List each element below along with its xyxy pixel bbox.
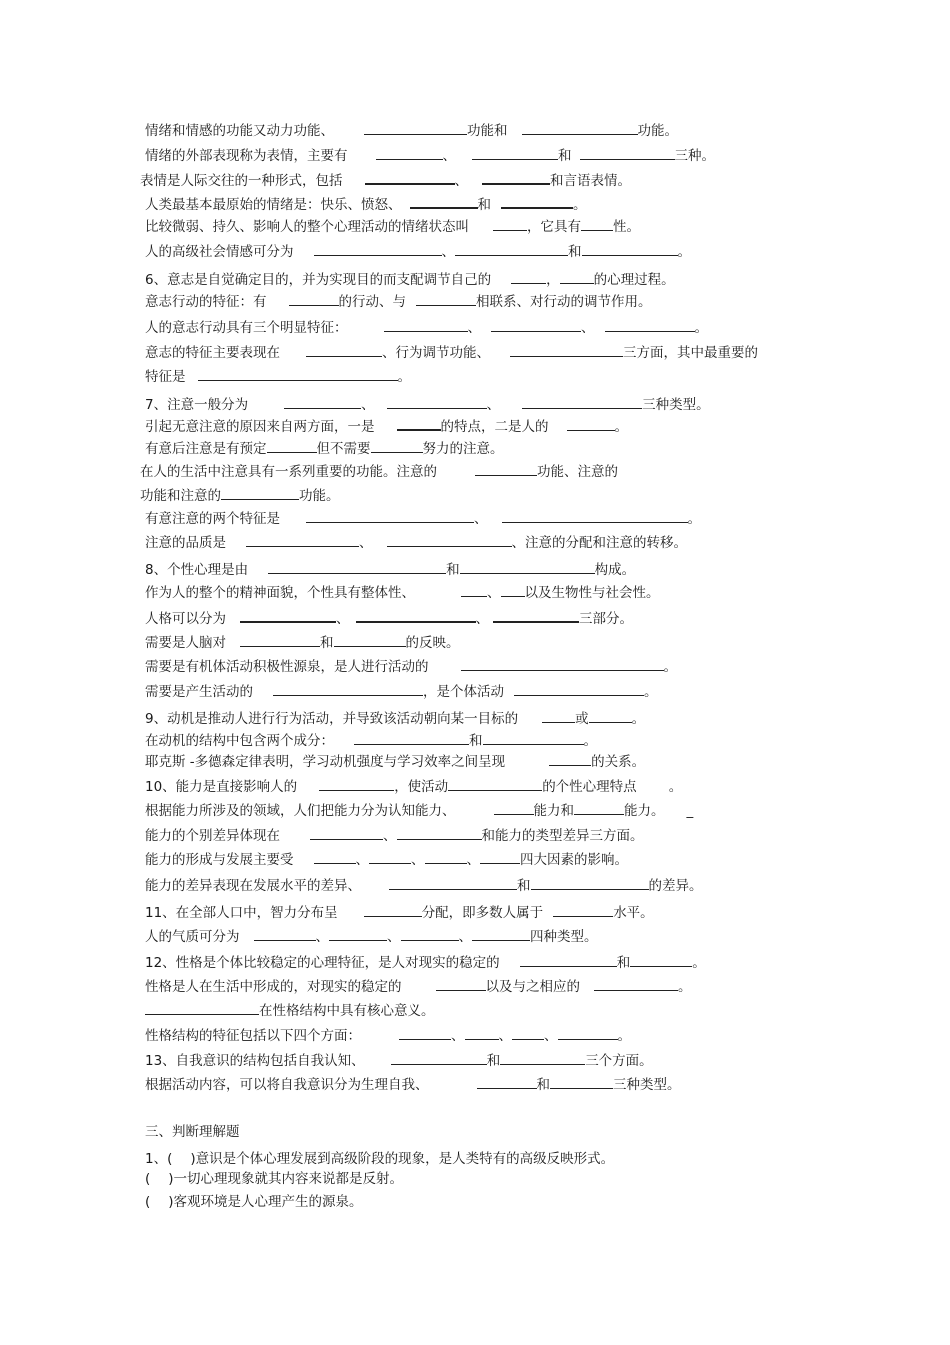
answer-blank[interactable]: [334, 633, 406, 647]
answer-blank[interactable]: [284, 395, 361, 409]
answer-blank[interactable]: [221, 486, 299, 500]
text-segment: 分配，即多数人属于: [421, 905, 544, 921]
text-segment: 构成。: [594, 562, 636, 578]
text-segment: 能力的个别差异体现在: [145, 828, 280, 844]
answer-blank[interactable]: [198, 367, 398, 381]
text-segment: 四大因素的影响。: [520, 852, 628, 868]
text-segment: 的差异。: [648, 878, 703, 894]
text-segment: 8、个性心理是由: [145, 562, 249, 578]
answer-blank[interactable]: [310, 826, 383, 840]
text-segment: 10、能力是直接影响人的: [145, 779, 298, 795]
answer-blank[interactable]: [329, 927, 387, 941]
text-segment: 作为人的整个的精神面貌，个性具有整体性、: [145, 585, 415, 601]
text-segment: 。: [583, 733, 597, 749]
answer-blank[interactable]: [558, 1026, 618, 1040]
text-segment: 引起无意注意的原因来自两方面，一是: [145, 419, 375, 435]
text-segment: 根据能力所涉及的领域，人们把能力分为认知能力、: [145, 803, 456, 819]
text-line: [145, 121, 678, 139]
answer-blank[interactable]: [511, 270, 546, 284]
text-segment: 意志行动的特征：有: [145, 294, 267, 310]
text-line: [145, 752, 645, 770]
text-segment: 、: [544, 1028, 558, 1044]
text-line: [145, 146, 715, 164]
text-line: [145, 1001, 435, 1019]
text-segment: 和: [469, 733, 483, 749]
text-segment: 、: [467, 320, 481, 336]
text-segment: _: [686, 803, 694, 819]
text-segment: 、: [454, 173, 468, 189]
text-segment: 。: [687, 511, 701, 527]
text-segment: 三种类型。: [613, 1077, 681, 1093]
text-segment: 11、在全部人口中，智力分布呈: [145, 905, 338, 921]
text-segment: 功能。: [299, 488, 340, 504]
text-segment: 人格可以分为: [145, 611, 226, 627]
text-segment: 需要是产生活动的: [145, 684, 253, 700]
text-line: [145, 801, 693, 819]
text-segment: 、: [442, 148, 456, 164]
text-segment: 。: [573, 197, 587, 213]
answer-blank[interactable]: [510, 343, 623, 357]
text-segment: 的行动、与: [338, 294, 406, 310]
answer-blank[interactable]: [520, 953, 617, 967]
answer-blank[interactable]: [401, 927, 459, 941]
text-segment: 、: [487, 585, 501, 601]
text-segment: 和: [517, 878, 531, 894]
answer-blank[interactable]: [145, 1001, 259, 1015]
text-segment: 和: [616, 955, 631, 971]
text-segment: 有意注意的两个特征是: [145, 511, 280, 527]
answer-blank[interactable]: [553, 903, 613, 917]
text-segment: 需要是有机体活动积极性源泉，是人进行活动的: [145, 659, 429, 675]
answer-blank[interactable]: [465, 1026, 499, 1040]
answer-blank[interactable]: [314, 850, 356, 864]
text-segment: 四种类型。: [530, 929, 598, 945]
text-segment: 、: [581, 320, 595, 336]
text-segment: 、行为调节功能、: [382, 345, 490, 361]
text-line: [140, 170, 631, 189]
text-segment: 、: [361, 397, 375, 413]
text-segment: 和能力的类型差异三方面。: [481, 828, 644, 844]
text-segment: 三方面，其中最重要的: [623, 345, 758, 361]
text-segment: 12、性格是个体比较稳定的心理特征，是人对现实的稳定的: [145, 955, 500, 971]
text-line: [145, 1194, 363, 1210]
text-segment: 、: [486, 397, 501, 413]
answer-blank[interactable]: [356, 608, 476, 623]
text-segment: 、: [383, 828, 397, 844]
text-segment: 的个性心理特点: [542, 779, 637, 795]
answer-blank[interactable]: [371, 439, 423, 453]
answer-blank[interactable]: [319, 777, 394, 791]
text-line: [145, 560, 635, 578]
text-segment: ，使活动: [394, 779, 449, 795]
text-segment: 、: [441, 244, 455, 260]
text-segment: 7、注意一般分为: [145, 397, 249, 413]
text-line: [145, 876, 703, 894]
answer-blank[interactable]: [494, 801, 534, 815]
text-segment: 三、判断理解题: [145, 1124, 240, 1140]
text-segment: 功能和注意的: [140, 488, 221, 504]
answer-blank[interactable]: [522, 395, 642, 409]
answer-blank[interactable]: [364, 121, 467, 135]
answer-blank[interactable]: [472, 927, 530, 941]
text-line: [145, 826, 644, 844]
text-line: [145, 270, 675, 288]
answer-blank[interactable]: [480, 850, 520, 864]
answer-blank[interactable]: [376, 146, 443, 160]
answer-blank[interactable]: [425, 850, 467, 864]
text-segment: 和: [558, 148, 572, 164]
text-line: [145, 633, 460, 651]
text-segment: 和言语表情。: [550, 173, 631, 189]
text-segment: 、: [458, 929, 472, 945]
answer-blank[interactable]: [550, 1075, 613, 1089]
text-line: [145, 903, 654, 921]
text-line: [145, 1026, 631, 1044]
answer-blank[interactable]: [531, 876, 649, 890]
answer-blank[interactable]: [589, 709, 632, 723]
text-segment: 、: [474, 511, 488, 527]
text-segment: 。: [678, 979, 692, 995]
text-segment: 1、(: [145, 1151, 173, 1167]
answer-blank[interactable]: [399, 1026, 451, 1040]
text-line: [145, 1124, 240, 1140]
text-segment: 的心理过程。: [593, 272, 675, 288]
text-segment: 能力的差异表现在发展水平的差异、: [145, 878, 361, 894]
text-segment: )意识是个体心理发展到高级阶段的现象，是人类特有的高级反映形式。: [190, 1151, 615, 1167]
answer-blank[interactable]: [369, 850, 411, 864]
text-segment: 人的意志行动具有三个明显特征：: [145, 320, 348, 336]
answer-blank[interactable]: [436, 977, 486, 991]
text-segment: 、: [451, 1028, 465, 1044]
text-segment: 能力和: [533, 803, 574, 819]
text-segment: 、: [411, 852, 425, 868]
answer-blank[interactable]: [500, 1051, 585, 1065]
answer-blank[interactable]: [306, 343, 382, 357]
text-segment: 在动机的结构中包含两个成分：: [145, 733, 334, 749]
answer-blank[interactable]: [501, 194, 573, 209]
text-segment: 人的高级社会情感可分为: [145, 244, 294, 260]
text-line: [145, 777, 682, 795]
text-segment: 、: [498, 1028, 512, 1044]
answer-blank[interactable]: [542, 709, 575, 723]
text-line: [145, 583, 660, 601]
text-line: [145, 1171, 403, 1187]
text-line: [140, 462, 618, 480]
text-segment: 、: [315, 929, 329, 945]
text-segment: ，它具有: [527, 219, 581, 235]
answer-blank[interactable]: [574, 801, 624, 815]
text-segment: 功能和: [467, 123, 508, 139]
text-segment: 、: [359, 535, 373, 551]
answer-blank[interactable]: [567, 417, 615, 431]
answer-blank[interactable]: [306, 509, 474, 523]
answer-blank[interactable]: [491, 318, 581, 332]
answer-blank[interactable]: [273, 682, 423, 696]
text-line: [145, 367, 411, 385]
answer-blank[interactable]: [512, 1026, 544, 1040]
text-segment: 三部分。: [579, 611, 633, 627]
text-segment: 、注意的分配和注意的转移。: [511, 535, 687, 551]
text-segment: 、: [475, 611, 489, 627]
answer-blank[interactable]: [502, 509, 688, 523]
text-segment: 三种。: [674, 148, 715, 164]
text-segment: 、: [387, 929, 401, 945]
answer-blank[interactable]: [254, 927, 316, 941]
text-segment: 13、自我意识的结构包括自我认知、: [145, 1053, 365, 1069]
text-segment: 意志的特征主要表现在: [145, 345, 280, 361]
text-segment: 人类最基本最原始的情绪是：快乐、愤怒、: [145, 197, 402, 213]
text-segment: 相联系、对行动的调节作用。: [476, 294, 652, 310]
text-segment: 、: [466, 852, 480, 868]
text-segment: 情绪的外部表现称为表情，主要有: [145, 148, 348, 164]
text-line: [145, 292, 652, 310]
text-line: [145, 395, 710, 413]
text-line: [145, 731, 597, 749]
answer-blank[interactable]: [461, 583, 487, 597]
text-line: [145, 608, 633, 627]
text-segment: 性格是人在生活中形成的，对现实的稳定的: [145, 979, 402, 995]
answer-blank[interactable]: [501, 583, 525, 597]
text-line: [145, 953, 706, 971]
text-segment: 水平。: [613, 905, 654, 921]
text-segment: 和: [320, 635, 334, 651]
text-segment: 和: [568, 244, 582, 260]
text-segment: 。: [614, 419, 628, 435]
answer-blank[interactable]: [630, 953, 692, 967]
text-segment: 性格结构的特征包括以下四个方面：: [145, 1028, 361, 1044]
answer-blank[interactable]: [240, 608, 336, 623]
text-segment: 。: [694, 320, 708, 336]
answer-blank[interactable]: [560, 270, 594, 284]
text-line: [145, 927, 598, 945]
answer-blank[interactable]: [314, 242, 442, 256]
answer-blank[interactable]: [397, 826, 482, 840]
text-line: [145, 533, 687, 551]
text-segment: (: [145, 1171, 151, 1187]
answer-blank[interactable]: [482, 170, 550, 185]
text-segment: (: [145, 1194, 151, 1210]
text-line: [145, 850, 628, 868]
text-line: [145, 1151, 614, 1167]
text-segment: 、: [355, 852, 369, 868]
text-segment: 。: [644, 684, 658, 700]
text-segment: 三种类型。: [642, 397, 710, 413]
text-segment: 和: [477, 197, 491, 213]
text-segment: 以及生物性与社会性。: [524, 585, 660, 601]
answer-blank[interactable]: [475, 462, 537, 476]
text-segment: 。: [617, 1028, 631, 1044]
text-line: [145, 416, 628, 435]
answer-blank[interactable]: [365, 170, 455, 185]
text-line: [145, 318, 708, 336]
answer-blank[interactable]: [387, 533, 512, 547]
text-segment: 9、动机是推动人进行行为活动，并导致该活动朝向某一目标的: [145, 711, 519, 727]
text-segment: 。: [631, 711, 646, 727]
text-segment: )客观环境是人心理产生的源泉。: [168, 1194, 363, 1210]
text-segment: 但不需要: [316, 441, 371, 457]
text-segment: ，是个体活动: [423, 684, 504, 700]
text-segment: 功能。: [637, 123, 678, 139]
text-segment: )一切心理现象就其内容来说都是反射。: [168, 1171, 404, 1187]
answer-blank[interactable]: [594, 977, 678, 991]
text-segment: 和: [486, 1053, 501, 1069]
text-segment: 。: [692, 955, 706, 971]
answer-blank[interactable]: [605, 318, 695, 332]
text-line: [145, 977, 692, 995]
answer-blank[interactable]: [581, 217, 613, 231]
answer-blank[interactable]: [289, 292, 339, 306]
text-segment: 和: [536, 1077, 550, 1093]
answer-blank[interactable]: [582, 242, 678, 256]
text-segment: 耶克斯 -多德森定律表明，学习动机强度与学习效率之间呈现: [145, 754, 506, 770]
text-segment: 性。: [613, 219, 640, 235]
text-line: [140, 486, 340, 504]
text-line: [145, 242, 691, 260]
answer-blank[interactable]: [391, 1051, 487, 1065]
answer-blank[interactable]: [472, 146, 558, 160]
answer-blank[interactable]: [493, 608, 579, 623]
answer-blank[interactable]: [397, 416, 441, 431]
answer-blank[interactable]: [549, 752, 591, 766]
answer-blank[interactable]: [387, 395, 487, 409]
text-segment: 的反映。: [405, 635, 460, 651]
text-line: [145, 709, 645, 727]
answer-blank[interactable]: [522, 121, 638, 135]
text-segment: 比较微弱、持久、影响人的整个心理活动的情绪状态叫: [145, 219, 469, 235]
text-line: [145, 1075, 681, 1093]
answer-blank[interactable]: [514, 682, 644, 696]
text-segment: 功能、注意的: [537, 464, 618, 480]
text-line: [145, 509, 701, 527]
answer-blank[interactable]: [483, 731, 584, 745]
answer-blank[interactable]: [455, 242, 568, 256]
text-segment: 和: [446, 562, 460, 578]
text-segment: 或: [575, 711, 589, 727]
text-line: [145, 657, 677, 675]
text-line: [145, 194, 587, 213]
text-segment: 。: [397, 369, 411, 385]
answer-blank[interactable]: [416, 292, 476, 306]
text-segment: 能力。: [624, 803, 665, 819]
text-segment: 有意后注意是有预定: [145, 441, 267, 457]
text-segment: 6、意志是自觉确定目的，并为实现目的而支配调节自己的: [145, 272, 492, 288]
text-segment: 在人的生活中注意具有一系列重要的功能。注意的: [140, 464, 437, 480]
text-segment: 努力的注意。: [422, 441, 504, 457]
text-segment: 在性格结构中具有核心意义。: [259, 1003, 435, 1019]
text-line: [145, 217, 640, 235]
answer-blank[interactable]: [240, 633, 320, 647]
answer-blank[interactable]: [267, 439, 317, 453]
text-segment: 三个方面。: [585, 1053, 653, 1069]
text-line: [145, 682, 658, 700]
text-segment: ，: [546, 272, 560, 288]
answer-blank[interactable]: [384, 318, 468, 332]
answer-blank[interactable]: [410, 194, 478, 209]
text-segment: 。: [663, 659, 677, 675]
text-segment: 。: [677, 244, 691, 260]
answer-blank[interactable]: [354, 731, 469, 745]
text-segment: 特征是: [145, 369, 186, 385]
text-line: [145, 343, 758, 361]
answer-blank[interactable]: [364, 903, 422, 917]
text-line: [145, 1051, 653, 1069]
answer-blank[interactable]: [448, 777, 542, 791]
answer-blank[interactable]: [268, 560, 446, 574]
text-segment: 的特点，二是人的: [440, 419, 549, 435]
answer-blank[interactable]: [477, 1075, 537, 1089]
text-line: [145, 439, 504, 457]
answer-blank[interactable]: [246, 533, 359, 547]
text-segment: 需要是人脑对: [145, 635, 226, 651]
text-segment: 人的气质可分为: [145, 929, 240, 945]
answer-blank[interactable]: [461, 657, 664, 671]
text-segment: 注意的品质是: [145, 535, 226, 551]
text-segment: 、: [336, 611, 350, 627]
answer-blank[interactable]: [460, 560, 595, 574]
text-segment: 的关系。: [591, 754, 646, 770]
text-segment: 以及与之相应的: [485, 979, 580, 995]
text-segment: 表情是人际交往的一种形式，包括: [140, 173, 343, 189]
answer-blank[interactable]: [580, 146, 675, 160]
text-segment: 能力的形成与发展主要受: [145, 852, 294, 868]
text-segment: 。: [668, 779, 683, 795]
answer-blank[interactable]: [493, 217, 527, 231]
answer-blank[interactable]: [389, 876, 517, 890]
text-segment: 情绪和情感的功能又动力功能、: [145, 123, 334, 139]
text-segment: 根据活动内容，可以将自我意识分为生理自我、: [145, 1077, 429, 1093]
